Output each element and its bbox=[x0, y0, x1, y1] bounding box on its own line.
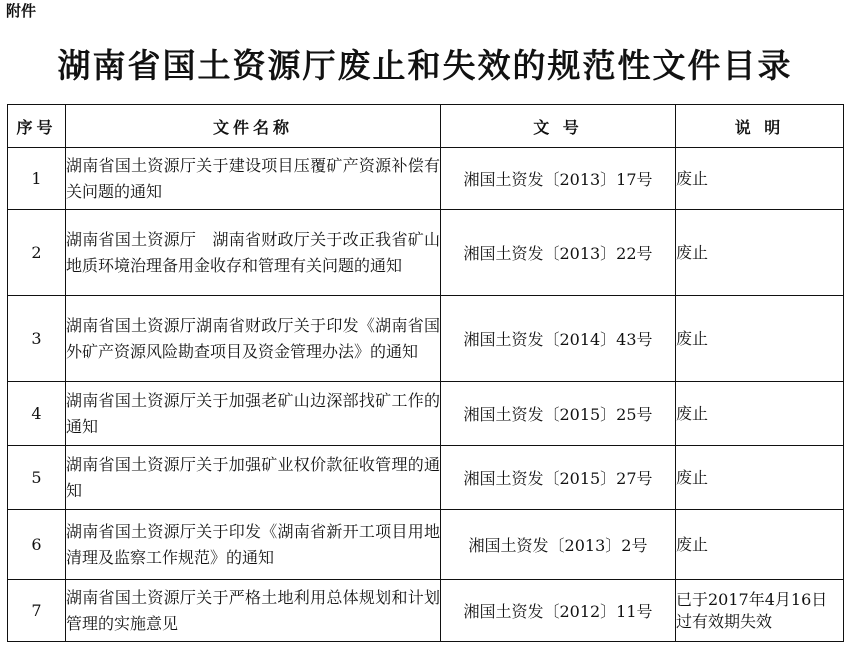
row-seq: 5 bbox=[8, 446, 66, 510]
row-doc-number: 湘国土资发〔2013〕22号 bbox=[441, 210, 676, 296]
row-doc-name: 湖南省国土资源厅关于建设项目压覆矿产资源补偿有关问题的通知 bbox=[66, 148, 441, 210]
row-seq: 4 bbox=[8, 382, 66, 446]
row-doc-number: 湘国土资发〔2014〕43号 bbox=[441, 296, 676, 382]
row-doc-name: 湖南省国土资源厅 湖南省财政厅关于改正我省矿山地质环境治理备用金收存和管理有关问题的通知 bbox=[66, 210, 441, 296]
header-doc-number: 文 号 bbox=[441, 105, 676, 148]
table-row bbox=[8, 296, 844, 382]
row-doc-number: 湘国土资发〔2015〕25号 bbox=[441, 382, 676, 446]
row-seq: 2 bbox=[8, 210, 66, 296]
table-row bbox=[8, 580, 844, 642]
row-note: 废止 bbox=[676, 382, 844, 446]
header-note: 说 明 bbox=[676, 105, 844, 148]
row-seq: 7 bbox=[8, 580, 66, 642]
document-catalog-table bbox=[7, 104, 844, 642]
row-doc-name: 湖南省国土资源厅关于加强老矿山边深部找矿工作的通知 bbox=[66, 382, 441, 446]
row-doc-name: 湖南省国土资源厅关于印发《湖南省新开工项目用地清理及监察工作规范》的通知 bbox=[66, 510, 441, 580]
table-row bbox=[8, 382, 844, 446]
row-note: 废止 bbox=[676, 446, 844, 510]
header-doc-name: 文件名称 bbox=[66, 105, 441, 148]
row-seq: 1 bbox=[8, 148, 66, 210]
row-doc-number: 湘国土资发〔2013〕2号 bbox=[441, 510, 676, 580]
row-note: 废止 bbox=[676, 510, 844, 580]
table-row bbox=[8, 510, 844, 580]
row-note: 废止 bbox=[676, 148, 844, 210]
row-note: 废止 bbox=[676, 210, 844, 296]
document-title: 湖南省国土资源厅废止和失效的规范性文件目录 bbox=[57, 46, 793, 85]
row-doc-name: 湖南省国土资源厅湖南省财政厅关于印发《湖南省国外矿产资源风险勘查项目及资金管理办法》的通知 bbox=[66, 296, 441, 382]
row-doc-number: 湘国土资发〔2012〕11号 bbox=[441, 580, 676, 642]
attachment-label: 附件 bbox=[6, 2, 37, 20]
row-doc-number: 湘国土资发〔2015〕27号 bbox=[441, 446, 676, 510]
row-seq: 6 bbox=[8, 510, 66, 580]
row-doc-number: 湘国土资发〔2013〕17号 bbox=[441, 148, 676, 210]
header-seq: 序号 bbox=[8, 105, 66, 148]
row-seq: 3 bbox=[8, 296, 66, 382]
table-row bbox=[8, 446, 844, 510]
row-doc-name: 湖南省国土资源厅关于加强矿业权价款征收管理的通知 bbox=[66, 446, 441, 510]
table-row bbox=[8, 210, 844, 296]
table-row bbox=[8, 148, 844, 210]
row-note: 已于2017年4月16日过有效期失效 bbox=[676, 580, 844, 642]
table-header-row bbox=[8, 105, 844, 148]
row-note: 废止 bbox=[676, 296, 844, 382]
row-doc-name: 湖南省国土资源厅关于严格土地利用总体规划和计划管理的实施意见 bbox=[66, 580, 441, 642]
